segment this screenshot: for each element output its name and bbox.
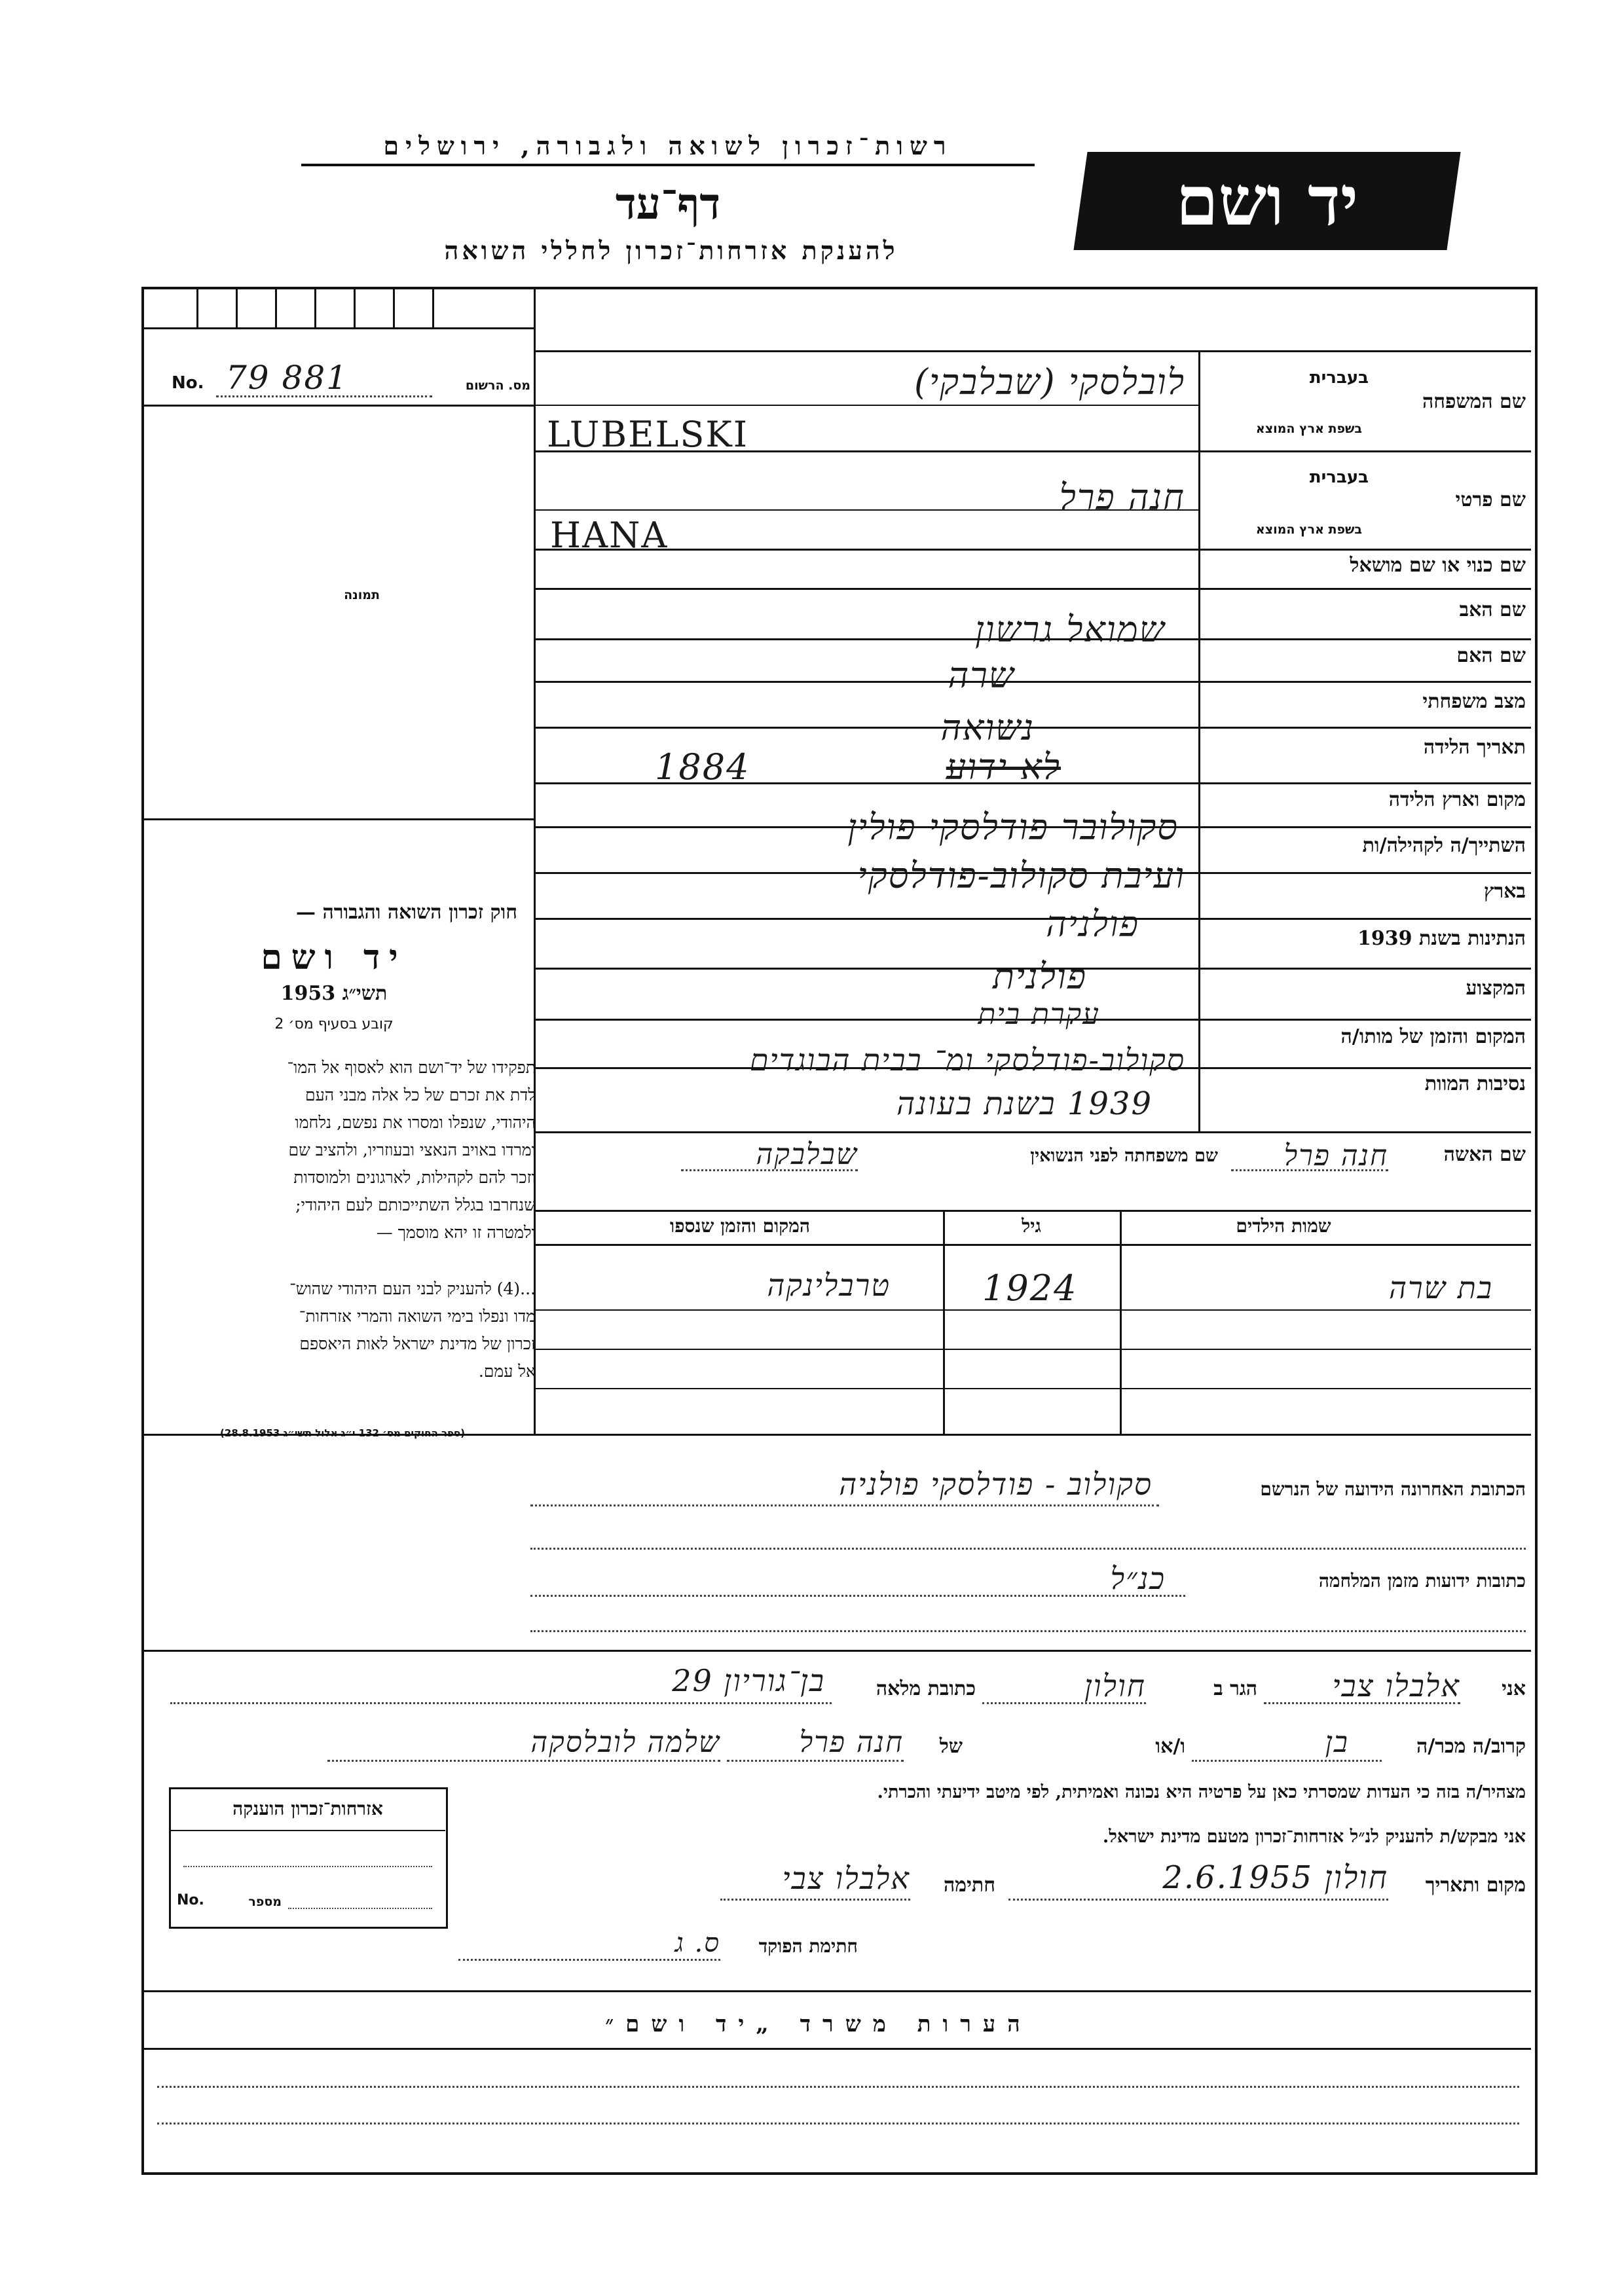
family-name-label: שם המשפחה xyxy=(1422,390,1526,413)
wartime-address-value: כנ״ל xyxy=(1110,1561,1166,1596)
declaration-statement: מצהיר/ה בזה כי העדות שמסרתי כאן על פרטיה היא נכונה ואמיתית, לפי מיטב ידיעתי והכרתי. xyxy=(877,1782,1526,1802)
law-body-2: היהודי, שנפלו ומסרו את נפשם, נלחמו xyxy=(295,1113,536,1132)
marital-label: מצב משפחתי xyxy=(1422,690,1526,713)
wife-label: שם האשה xyxy=(1443,1143,1526,1166)
law-citation: (ספר החוקים מס׳ 132 י״ג אלול תשי״ג 28.8.1953) xyxy=(220,1427,465,1439)
first-name-origin: HANA xyxy=(550,515,669,556)
relative-value: בן xyxy=(1325,1726,1349,1759)
children-place-header: המקום והזמן שנספו xyxy=(670,1215,810,1237)
children-age-header: גיל xyxy=(1022,1215,1041,1237)
citizenship-value: פולנית xyxy=(992,956,1087,997)
place-date-value: חולון 2.6.1955 xyxy=(1162,1859,1388,1896)
mother-value: שרה xyxy=(948,655,1015,696)
registration-number: 79 881 xyxy=(226,359,348,397)
resides-value: חולון xyxy=(1084,1668,1146,1704)
law-body-5: שנחרבו בגלל השתייכותם לעם היהודי; xyxy=(295,1195,536,1214)
citizenship-request: אני מבקש/ת להעניק לנ״ל אזרחות־זכרון מטעם מדינת ישראל. xyxy=(1102,1827,1526,1847)
birth-date-value: 1884 xyxy=(655,746,750,788)
community-label: השתייך/ה לקהילה/ות xyxy=(1362,834,1526,857)
of-value: חנה פרל xyxy=(799,1726,904,1759)
law-body-7: ...(4) להעניק לבני העם היהודי שהוש־ xyxy=(289,1279,536,1298)
death-circumstances-value: 1939 בשנת בעונה xyxy=(896,1085,1153,1122)
community-value: ועיבת סקולוב-פודלסקי xyxy=(857,855,1185,896)
birth-date-struck: לא ידוע xyxy=(946,746,1061,788)
law-body-6: ולמטרה זו יהא מוסמך — xyxy=(376,1223,536,1242)
child-age: 1924 xyxy=(982,1267,1078,1309)
maiden-name-label: שם משפחתה לפני הנשואין xyxy=(1030,1146,1218,1166)
birth-date-label: תאריך הלידה xyxy=(1423,736,1526,759)
child-name: בת שרה xyxy=(1389,1270,1493,1305)
place-date-label: מקום ותאריך xyxy=(1425,1874,1526,1897)
law-body-0: תפקידו של יד־ושם הוא לאסוף אל המו־ xyxy=(287,1058,536,1077)
photo-label: תמונה xyxy=(344,588,380,602)
first-name-hebrew: חנה פרל xyxy=(1059,477,1185,518)
nickname-label: שם כנוי או שם מושאל xyxy=(1350,554,1526,577)
law-title: חוק זכרון השואה והגבורה — xyxy=(296,901,517,924)
signature-value: אלבלו צבי xyxy=(782,1861,910,1896)
registration-no-label: No. xyxy=(172,373,204,393)
last-address-label: הכתובת האחרונה הידועה של הנרשם xyxy=(1260,1478,1526,1500)
law-body-9: זכרון של מדינת ישראל לאות היאספם xyxy=(299,1334,536,1353)
family-name-hebrew-sub: בעברית xyxy=(1309,368,1369,388)
maiden-name-value: שבלבקה xyxy=(756,1138,858,1171)
law-name: יד ושם xyxy=(261,938,407,977)
death-place-label: המקום והזמן של מותו/ה xyxy=(1340,1025,1526,1048)
first-name-origin-sub: בשפת ארץ המוצא xyxy=(1255,522,1362,537)
child-place: טרבלינקה xyxy=(767,1267,891,1303)
children-names-header: שמות הילדים xyxy=(1236,1215,1331,1237)
first-name-hebrew-sub: בעברית xyxy=(1309,467,1369,487)
law-section: קובע בסעיף מס׳ 2 xyxy=(274,1016,394,1032)
country-label: בארץ xyxy=(1483,880,1526,903)
family-name-origin: LUBELSKI xyxy=(547,414,749,455)
full-address-label: כתובת מלאה xyxy=(876,1677,976,1700)
citizenship-label: הנתינות בשנת 1939 xyxy=(1357,927,1526,950)
notes-title: הערות משרד „יד ושם״ xyxy=(605,2011,1032,2037)
citizenship-box-title: אזרחות־זכרון הוענקה xyxy=(232,1798,383,1819)
birth-place-value: סקולובר פודלסקי פולין xyxy=(847,807,1179,848)
family-name-hebrew: לובלסקי (שבלבקי) xyxy=(913,361,1185,403)
profession-label: המקצוע xyxy=(1466,977,1526,1000)
country-value: פולניה xyxy=(1046,903,1139,945)
death-place-value: סקולוב-פודלסקי ומ־ בבית הבוגדים xyxy=(749,1042,1185,1078)
registration-label: מס. הרשום xyxy=(465,378,530,393)
marital-value: נשואה xyxy=(940,707,1035,748)
law-body-4: וזכר להם לקהילות, לארגונים ולמוסדות xyxy=(293,1168,536,1187)
declarant-label: אני xyxy=(1502,1677,1526,1700)
family-name-origin-sub: בשפת ארץ המוצא xyxy=(1255,422,1362,436)
full-address-value: בן־גוריון 29 xyxy=(672,1663,825,1698)
citizenship-box-number-label: מספר xyxy=(248,1895,282,1909)
death-circumstances-label: נסיבות המוות xyxy=(1424,1072,1526,1095)
declarant-value: אלבלו צבי xyxy=(1332,1668,1460,1704)
profession-value: עקרת בית xyxy=(978,998,1100,1031)
father-label: שם האב xyxy=(1459,598,1526,621)
logo-text: יד ושם xyxy=(1175,160,1359,241)
yad-vashem-logo xyxy=(1073,152,1460,250)
citizenship-box-no: No. xyxy=(177,1892,204,1908)
law-body-8: מדו ונפלו בימי השואה והמרי אזרחות־ xyxy=(299,1307,536,1326)
first-name-label: שם פרטי xyxy=(1455,488,1526,511)
form-title: דף־עד xyxy=(615,178,721,229)
of-label: של xyxy=(939,1735,963,1758)
wife-value: חנה פרל xyxy=(1283,1139,1388,1173)
signature-label: חתימה xyxy=(944,1874,995,1897)
and-label: ו/או xyxy=(1155,1735,1185,1758)
relative-label: קרוב/ה מכר/ה xyxy=(1416,1735,1526,1758)
officer-label: חתימת הפוקד xyxy=(758,1935,858,1957)
and-value: שלמה לובלסקה xyxy=(530,1726,720,1759)
law-body-1: לדת את זכרם של כל אלה מבני העם xyxy=(305,1085,536,1104)
form-subtitle: להענקת אזרחות־זכרון לחללי השואה xyxy=(444,236,898,265)
officer-signature: ס. ג xyxy=(674,1928,720,1958)
resides-label: הגר ב xyxy=(1213,1677,1257,1700)
father-value: שמואל גרשון xyxy=(974,609,1166,650)
wartime-address-label: כתובות ידועות מזמן המלחמה xyxy=(1318,1570,1526,1592)
mother-label: שם האם xyxy=(1456,644,1526,667)
law-year: תשי״ג 1953 xyxy=(280,982,388,1005)
law-body-3: ומרדו באויב הנאצי ובעוזריו, ולהציב שם xyxy=(288,1140,536,1159)
last-address-value: סקולוב - פודלסקי פולניה xyxy=(839,1467,1153,1502)
org-name: רשות־זכרון לשואה ולגבורה, ירושלים xyxy=(301,131,1035,166)
birth-place-label: מקום וארץ הלידה xyxy=(1388,788,1526,811)
law-body-10: אל עמם. xyxy=(478,1362,536,1381)
